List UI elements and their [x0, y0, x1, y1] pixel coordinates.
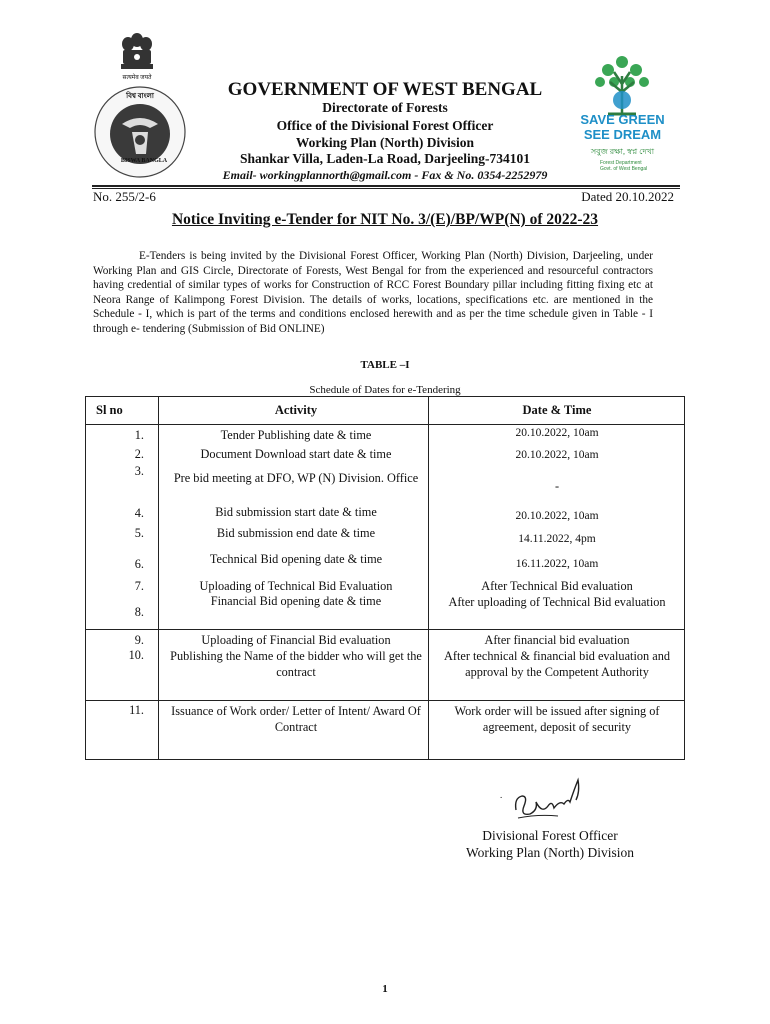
row-sl: 9.	[134, 633, 144, 647]
schedule-table	[85, 396, 685, 760]
signature	[508, 770, 593, 828]
government-title: GOVERNMENT OF WEST BENGAL	[227, 79, 543, 100]
row-activity: Document Download start date & time	[200, 447, 392, 461]
row-activity: Issuance of Work order/ Letter of Intent/ Award Of Contract	[171, 704, 421, 734]
office-line: Office of the Divisional Forest Officer	[276, 118, 494, 133]
save-green-text: SAVE GREEN	[580, 112, 665, 127]
tree-logo-icon	[590, 52, 654, 118]
forest-dept-caption: Forest Department Govt. of West Bengal	[600, 160, 648, 172]
row-activity: Uploading of Technical Bid Evaluation	[199, 579, 393, 593]
row-date: 20.10.2022, 10am	[515, 449, 599, 461]
row-activity: Bid submission start date & time	[215, 505, 377, 519]
save-green-bengali: সবুজ রক্ষা, স্বপ্ন দেখা	[590, 147, 655, 156]
row-sl: 8.	[134, 605, 144, 619]
officer-designation: Divisional Forest Officer	[482, 828, 618, 843]
row-date: 14.11.2022, 4pm	[518, 533, 596, 545]
row-sl: 7.	[134, 579, 144, 593]
row-date: Work order will be issued after signing of agreement, deposit of security	[454, 704, 660, 734]
row-sl: 3.	[134, 464, 144, 478]
row-sl: 2.	[134, 447, 144, 461]
header-rule	[92, 185, 680, 187]
row-activity: Bid submission end date & time	[216, 526, 376, 540]
directorate-line: Directorate of Forests	[322, 100, 448, 115]
row-activity: Financial Bid opening date & time	[210, 594, 382, 608]
row-sl: 10.	[128, 648, 144, 662]
row-date: -	[554, 479, 560, 493]
row-sl: 1.	[134, 428, 144, 442]
row-date: After uploading of Technical Bid evaluation	[448, 595, 666, 609]
row-date: 16.11.2022, 10am	[515, 558, 599, 570]
row-date: After Technical Bid evaluation	[481, 579, 633, 593]
biswa-logo-top-text: বিশ্ব বাংলা	[126, 92, 154, 100]
table-divider	[86, 424, 684, 425]
row-date: 20.10.2022, 10am	[515, 510, 599, 522]
row-activity: Tender Publishing date & time	[220, 428, 372, 442]
reference-date: Dated 20.10.2022	[581, 189, 674, 204]
table-title: TABLE –I	[360, 359, 410, 371]
row-date: After technical & financial bid evaluation and approval by the Competent Authority	[443, 649, 671, 679]
row-activity: Pre bid meeting at DFO, WP (N) Division. Office	[173, 471, 419, 485]
notice-title: Notice Inviting e-Tender for NIT No. 3/(E)/BP/WP(N) of 2022-23	[171, 211, 599, 228]
row-activity: Technical Bid opening date & time	[209, 552, 383, 566]
row-sl: 11.	[129, 703, 144, 717]
table-divider	[158, 397, 159, 759]
header-date: Date & Time	[522, 403, 592, 417]
officer-division: Working Plan (North) Division	[465, 845, 635, 860]
row-sl: 5.	[134, 526, 144, 540]
reference-number: No. 255/2-6	[93, 189, 156, 204]
page-number: 1	[382, 983, 388, 995]
header-activity: Activity	[274, 403, 318, 417]
row-activity: Publishing the Name of the bidder who will get the contract	[170, 649, 422, 679]
signature-mark: .	[500, 790, 503, 800]
biswa-logo-bottom-text: BISWA BANGLA	[120, 158, 168, 164]
email-fax-line: Email- workingplannorth@gmail.com - Fax & No. 0354-2252979	[222, 168, 548, 182]
emblem-caption: सत्यमेव जयते	[122, 75, 152, 81]
row-sl: 4.	[134, 506, 144, 520]
row-activity: Uploading of Financial Bid evaluation	[201, 633, 391, 647]
header-sl: Sl no	[96, 403, 123, 417]
row-date: 20.10.2022, 10am	[515, 427, 599, 439]
see-dream-text: SEE DREAM	[583, 127, 662, 142]
table-divider	[86, 629, 684, 630]
address-line: Shankar Villa, Laden-La Road, Darjeeling-734101	[239, 151, 531, 166]
row-date: After financial bid evaluation	[484, 633, 630, 647]
row-sl: 6.	[134, 557, 144, 571]
table-divider	[86, 700, 684, 701]
body-paragraph: E-Tenders is being invited by the Divisional Forest Officer, Working Plan (North) Division, Darjeeling, under Working Plan and GIS Circle, Directorate of Forests, West Bengal for from the experienced and resourceful contractors having credential of similar types of works for Construction of RCC Forest Boundary pillar including fitting fixing etc at Neora Range of Kalimpong Forest Division. The details of works, locations, specifications etc. are mentioned in the Schedule - I, which is part of the terms and conditions enclosed herewith and as per the time schedule given in Table - I through e- tendering (Submission of Bid ONLINE)	[93, 250, 653, 335]
table-subtitle: Schedule of Dates for e-Tendering	[309, 384, 461, 396]
division-line: Working Plan (North) Division	[295, 135, 475, 150]
